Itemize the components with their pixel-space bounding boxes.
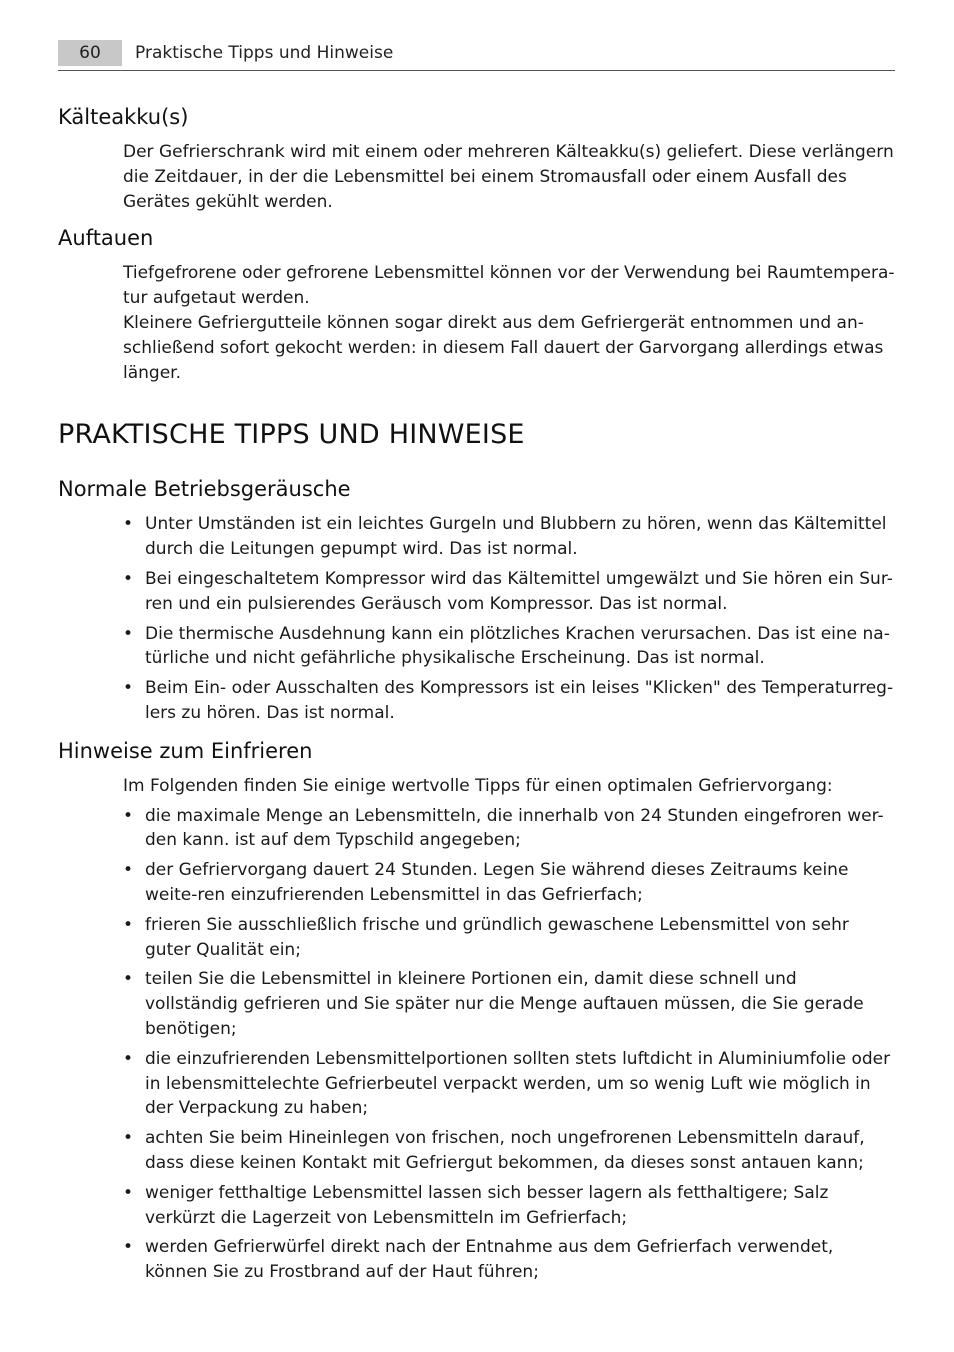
page-number: 60 [58,40,122,66]
list-item: • achten Sie beim Hineinlegen von frischen, noch ungefrorenen Lebensmitteln darauf, dass diese keinen Kontakt mit Gefriergut bekommen, da dieses sonst antauen kann; [123,1126,895,1176]
auftauen-paragraph-2: Kleinere Gefriergutteile können sogar direkt aus dem Gefriergerät entnommen und an-schließend sofort gekocht werden: in diesem Fall dauert der Garvorgang allerdings etwas länger. [123,312,884,383]
kaelteakku-text: Der Gefrierschrank wird mit einem oder mehreren Kälteakku(s) geliefert. Diese verlängern die Zeitdauer, in der die Lebensmittel bei einem Stromausfall oder einem Ausfall des Gerätes gekühlt werden. [123,142,894,212]
list-item: • Bei eingeschaltetem Kompressor wird das Kältemittel umgewälzt und Sie hören ein Sur-ren und ein pulsierendes Geräusch vom Kompressor. Das ist normal. [123,567,895,617]
heading-kaelteakku: Kälteakku(s) [58,105,189,129]
einfrieren-intro: Im Folgenden finden Sie einige wertvolle Tipps für einen optimalen Gefriervorgang: [123,775,833,796]
list-item: • Die thermische Ausdehnung kann ein plötzliches Krachen verursachen. Das ist eine na-türliche und nicht gefährliche physikalische Erscheinung. Das ist normal. [123,622,895,672]
heading-betriebsgeraeusche: Normale Betriebsgeräusche [58,477,351,502]
list-item: • weniger fetthaltige Lebensmittel lassen sich besser lagern als fetthaltigere; Salz verkürzt die Lagerzeit von Lebensmitteln im Gefrierfach; [123,1181,895,1231]
list-item: • Unter Umständen ist ein leichtes Gurgeln und Blubbern zu hören, wenn das Kältemittel durch die Leitungen gepumpt wird. Das ist normal. [123,512,895,562]
list-item: • die einzufrierenden Lebensmittelportionen sollten stets luftdicht in Aluminiumfolie oder in lebensmittelechte Gefrierbeutel verpackt werden, um so wenig Luft wie möglich in der Verpackung zu haben; [123,1047,895,1121]
main-title: PRAKTISCHE TIPPS UND HINWEISE [58,419,525,451]
betriebsgeraeusche-list [58,512,895,725]
list-item: • frieren Sie ausschließlich frische und gründlich gewaschene Lebensmittel von sehr guter Qualität ein; [123,913,895,963]
auftauen-paragraph-1: Tiefgefrorene oder gefrorene Lebensmittel können vor der Verwendung bei Raumtempera-tur aufgetaut werden. [123,263,895,309]
einfrieren-list [58,804,895,1285]
heading-einfrieren: Hinweise zum Einfrieren [58,738,313,763]
page-header [58,38,895,71]
page-content [58,100,895,1285]
list-item: • Beim Ein- oder Ausschalten des Kompressors ist ein leises "Klicken" des Temperaturreg-lers zu hören. Das ist normal. [123,676,895,726]
list-item: • teilen Sie die Lebensmittel in kleinere Portionen ein, damit diese schnell und vollständig gefrieren und Sie später nur die Menge auftauen müssen, die Sie gerade benötigen; [123,967,895,1041]
list-item: • der Gefriervorgang dauert 24 Stunden. Legen Sie während dieses Zeitraums keine weite-ren einzufrierenden Lebensmittel in das Gefrierfach; [123,858,895,908]
heading-auftauen: Auftauen [58,226,154,251]
list-item: • werden Gefrierwürfel direkt nach der Entnahme aus dem Gefrierfach verwendet, können Sie zu Frostbrand auf der Haut führen; [123,1235,895,1285]
running-title: Praktische Tipps und Hinweise [135,43,394,63]
list-item: • die maximale Menge an Lebensmitteln, die innerhalb von 24 Stunden eingefroren wer-den kann. ist auf dem Typschild angegeben; [123,804,895,854]
